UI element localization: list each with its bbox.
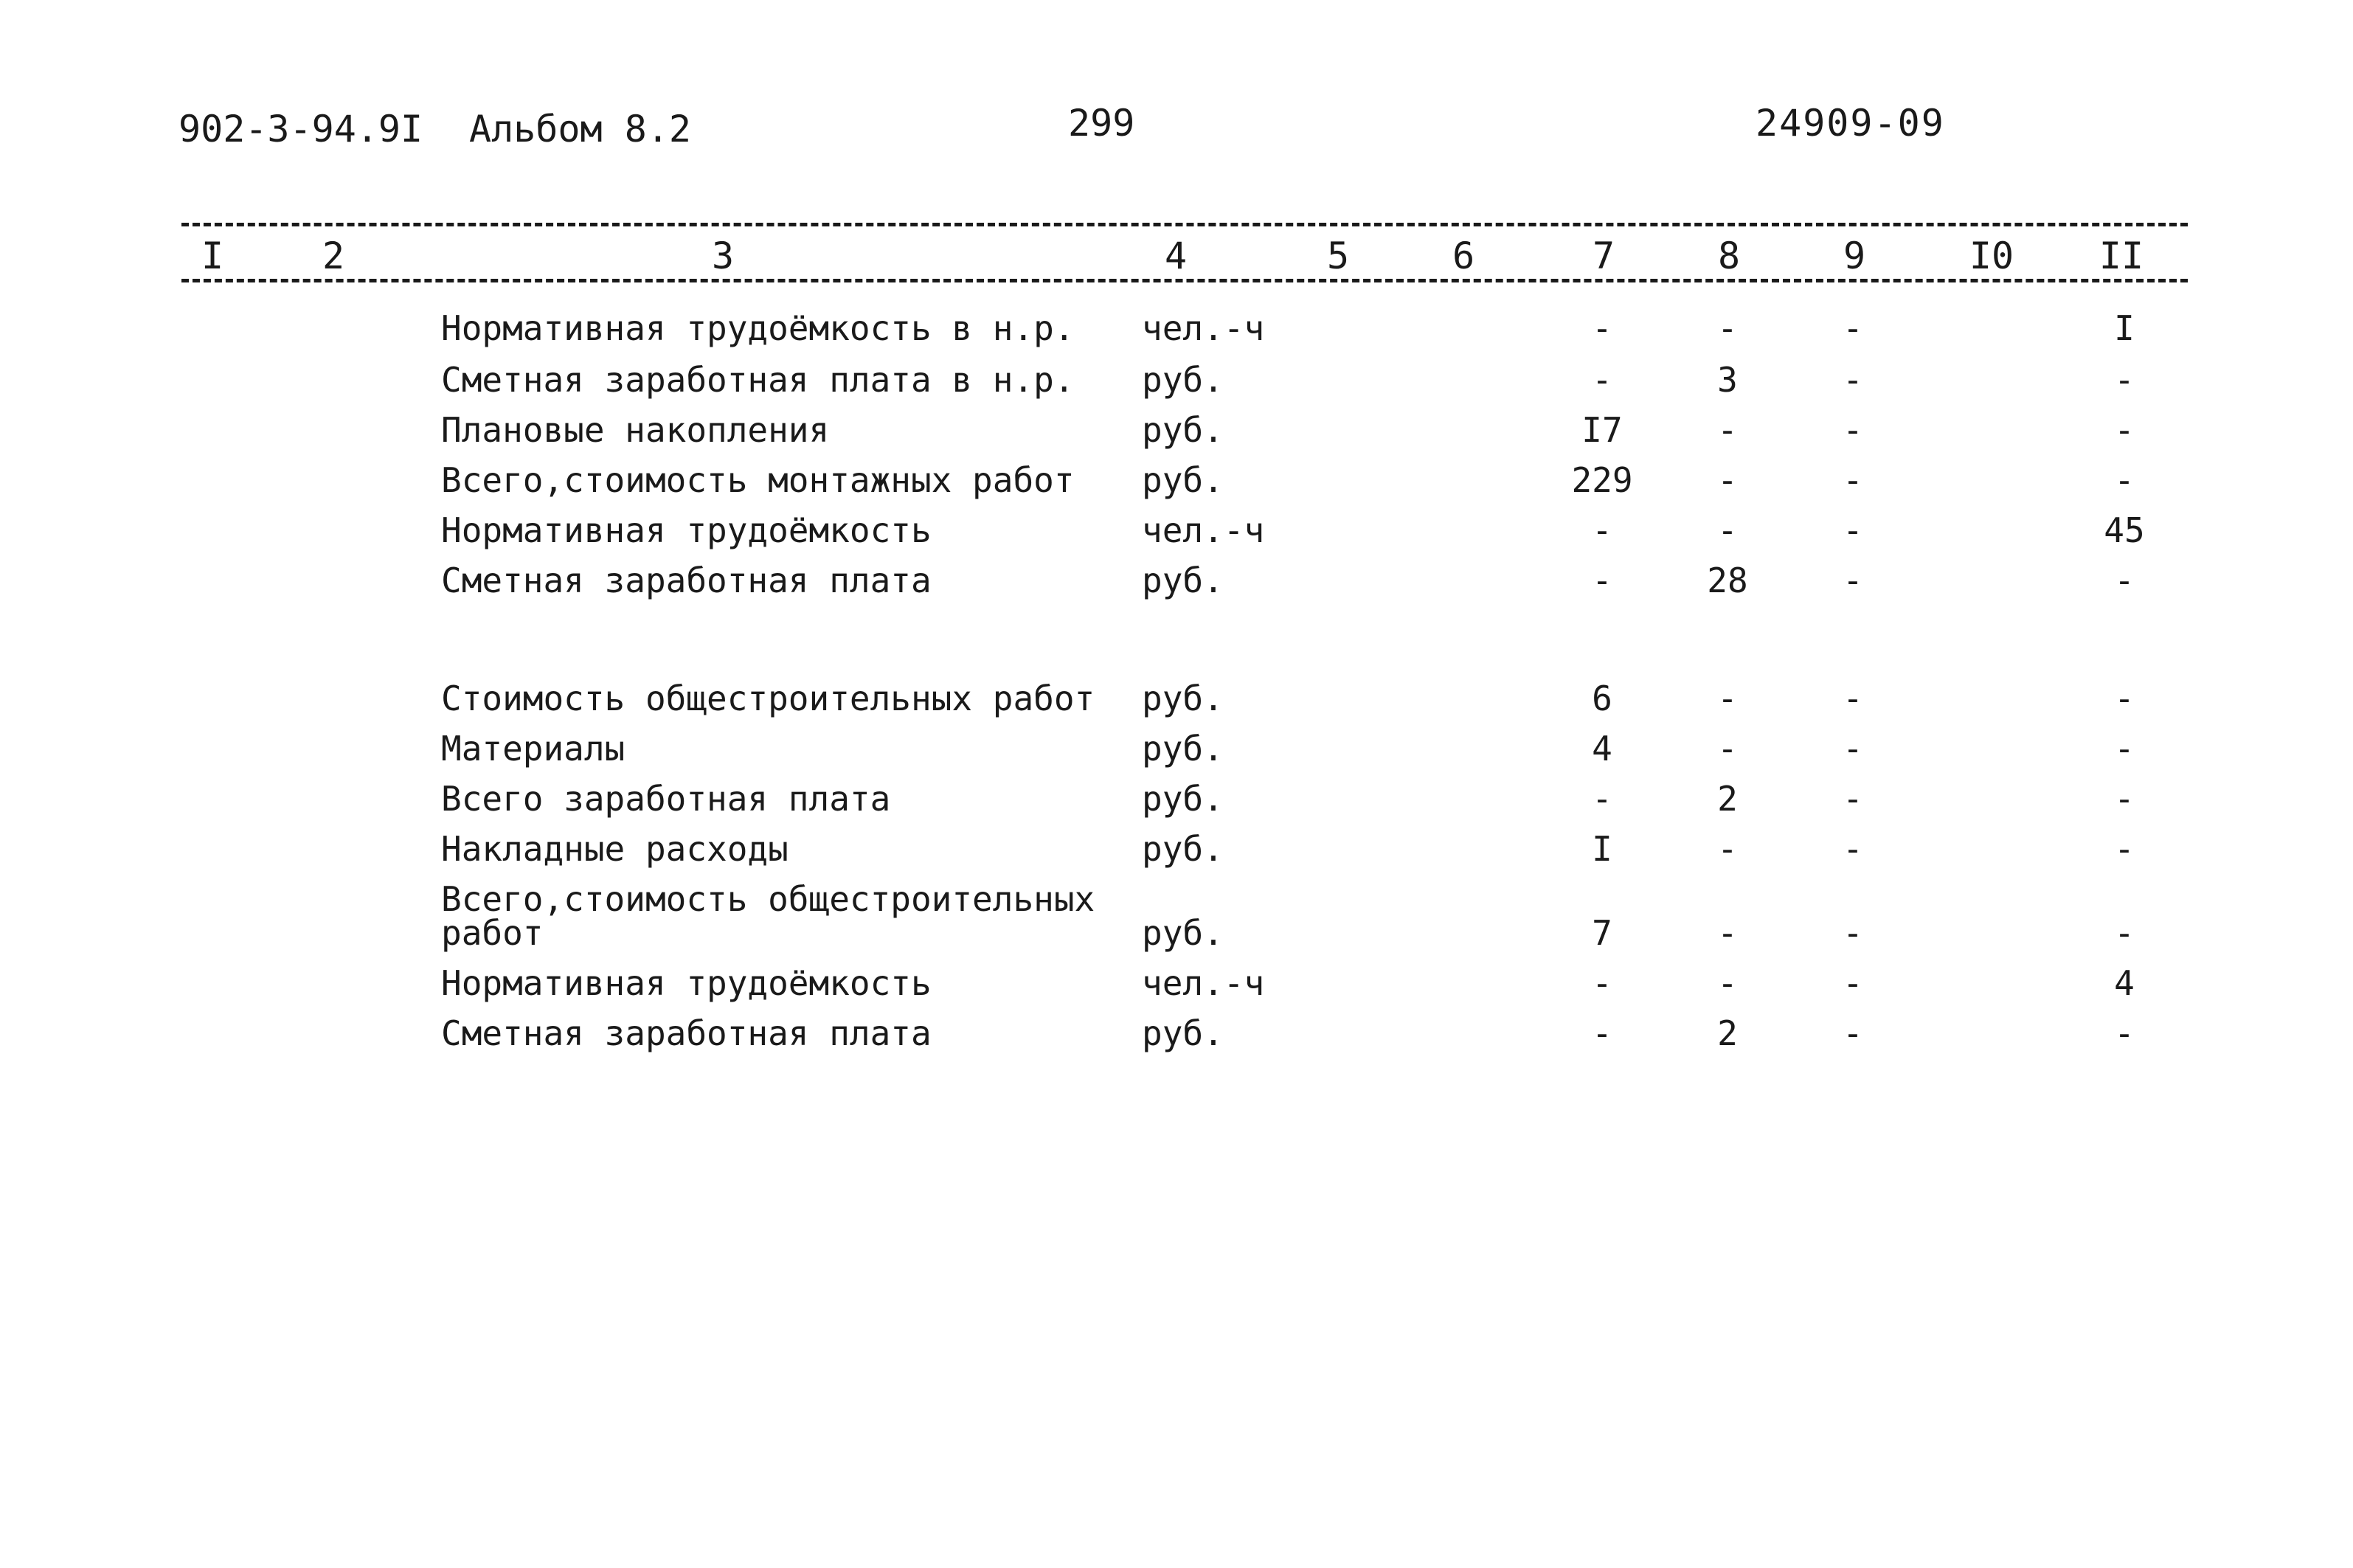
column-number: I0: [1969, 235, 2014, 277]
row-unit: руб.: [1142, 729, 1224, 769]
column-number: I: [201, 235, 224, 277]
table-row: [0, 729, 2353, 776]
table-row: [0, 1013, 2353, 1061]
row-name: Стоимость общестроительных работ: [441, 679, 1095, 718]
row-value-col8: -: [1717, 460, 1738, 500]
document-code: 902-3-94.9I: [179, 108, 423, 150]
table-header-rule: [181, 279, 2188, 282]
row-name: Материалы: [441, 729, 625, 769]
row-unit: руб.: [1142, 561, 1224, 600]
row-name: Нормативная трудоёмкость: [441, 510, 932, 550]
row-value-col9: -: [1843, 829, 1863, 869]
row-value-col11: -: [2114, 829, 2135, 869]
row-value-col8: -: [1717, 510, 1738, 550]
row-value-col11: -: [2114, 729, 2135, 769]
row-name: Нормативная трудоёмкость в н.р.: [441, 308, 1075, 348]
column-number: 8: [1717, 235, 1741, 277]
row-value-col8: 2: [1717, 779, 1738, 819]
row-value-col7: I7: [1581, 410, 1623, 450]
row-unit: руб.: [1142, 410, 1224, 450]
row-unit: руб.: [1142, 679, 1224, 718]
row-value-col8: -: [1717, 679, 1738, 718]
column-number: 2: [322, 235, 345, 277]
row-value-col7: -: [1592, 360, 1612, 400]
document-number: 24909-09: [1756, 102, 1945, 145]
row-name: Всего,стоимость монтажных работ: [441, 460, 1075, 500]
table-row: [0, 308, 2353, 355]
row-value-col9: -: [1843, 308, 1863, 348]
row-value-col11: -: [2114, 779, 2135, 819]
row-value-col11: -: [2114, 561, 2135, 600]
row-value-col9: -: [1843, 561, 1863, 600]
column-number: 7: [1592, 235, 1615, 277]
table-row: [0, 460, 2353, 507]
row-name: Сметная заработная плата: [441, 1013, 932, 1053]
row-value-col9: -: [1843, 1013, 1863, 1053]
table-row: [0, 879, 2353, 971]
table-row: [0, 779, 2353, 826]
row-value-col7: 4: [1592, 729, 1612, 769]
column-number: 4: [1164, 235, 1188, 277]
row-unit: руб.: [1142, 460, 1224, 500]
row-value-col11: -: [2114, 410, 2135, 450]
row-value-col7: I: [1592, 829, 1612, 869]
column-number: 5: [1326, 235, 1350, 277]
row-name: Плановые накопления: [441, 410, 830, 450]
table-row: [0, 360, 2353, 407]
column-number: 9: [1843, 235, 1866, 277]
table-row: [0, 510, 2353, 558]
row-name: Сметная заработная плата в н.р.: [441, 360, 1075, 400]
row-value-col9: -: [1843, 913, 1863, 953]
row-unit: руб.: [1142, 829, 1224, 869]
row-value-col7: -: [1592, 963, 1612, 1003]
row-value-col11: 4: [2114, 963, 2135, 1003]
row-unit: руб.: [1142, 913, 1224, 953]
table-row: [0, 681, 2353, 726]
row-name: Накладные расходы: [441, 829, 789, 869]
row-unit: чел.-ч: [1142, 510, 1265, 550]
row-value-col7: 229: [1571, 460, 1633, 500]
row-unit: чел.-ч: [1142, 308, 1265, 348]
album-label: Альбом 8.2: [469, 108, 692, 150]
row-unit: руб.: [1142, 779, 1224, 819]
row-value-col8: 3: [1717, 360, 1738, 400]
row-value-col11: I: [2114, 308, 2135, 348]
row-value-col9: -: [1843, 460, 1863, 500]
row-value-col7: -: [1592, 510, 1612, 550]
row-value-col11: 45: [2104, 510, 2145, 550]
row-value-col7: -: [1592, 1013, 1612, 1053]
row-value-col8: 2: [1717, 1013, 1738, 1053]
column-number: 6: [1452, 235, 1475, 277]
row-value-col7: -: [1592, 308, 1612, 348]
row-value-col9: -: [1843, 360, 1863, 400]
row-value-col7: 7: [1592, 913, 1612, 953]
row-value-col11: -: [2114, 679, 2135, 718]
row-value-col9: -: [1843, 963, 1863, 1003]
row-name-line1: Всего,стоимость общестроительных: [441, 879, 1095, 919]
row-value-col9: -: [1843, 779, 1863, 819]
column-number: 3: [711, 235, 735, 277]
row-name: Сметная заработная плата: [441, 561, 932, 600]
table-row: [0, 963, 2353, 1010]
row-value-col9: -: [1843, 410, 1863, 450]
row-value-col8: -: [1717, 963, 1738, 1003]
row-value-col8: -: [1717, 913, 1738, 953]
row-value-col7: 6: [1592, 679, 1612, 718]
table-top-rule: [181, 223, 2188, 226]
row-value-col7: -: [1592, 561, 1612, 600]
row-value-col9: -: [1843, 510, 1863, 550]
row-value-col11: -: [2114, 460, 2135, 500]
row-value-col7: -: [1592, 779, 1612, 819]
row-value-col8: -: [1717, 829, 1738, 869]
row-value-col11: -: [2114, 913, 2135, 953]
page-number: 299: [1068, 102, 1135, 145]
row-unit: руб.: [1142, 360, 1224, 400]
row-value-col8: 28: [1707, 561, 1748, 600]
row-value-col9: -: [1843, 729, 1863, 769]
row-name: Всего заработная плата: [441, 779, 891, 819]
table-row: [0, 829, 2353, 876]
row-unit: руб.: [1142, 1013, 1224, 1053]
row-value-col8: -: [1717, 729, 1738, 769]
row-value-col8: -: [1717, 308, 1738, 348]
row-name-line2: работ: [441, 913, 544, 953]
row-value-col8: -: [1717, 410, 1738, 450]
column-number: II: [2099, 235, 2144, 277]
table-row: [0, 410, 2353, 457]
row-value-col9: -: [1843, 679, 1863, 718]
row-value-col11: -: [2114, 360, 2135, 400]
row-name: Нормативная трудоёмкость: [441, 963, 932, 1003]
row-unit: чел.-ч: [1142, 963, 1265, 1003]
row-value-col11: -: [2114, 1013, 2135, 1053]
table-row: [0, 563, 2353, 608]
